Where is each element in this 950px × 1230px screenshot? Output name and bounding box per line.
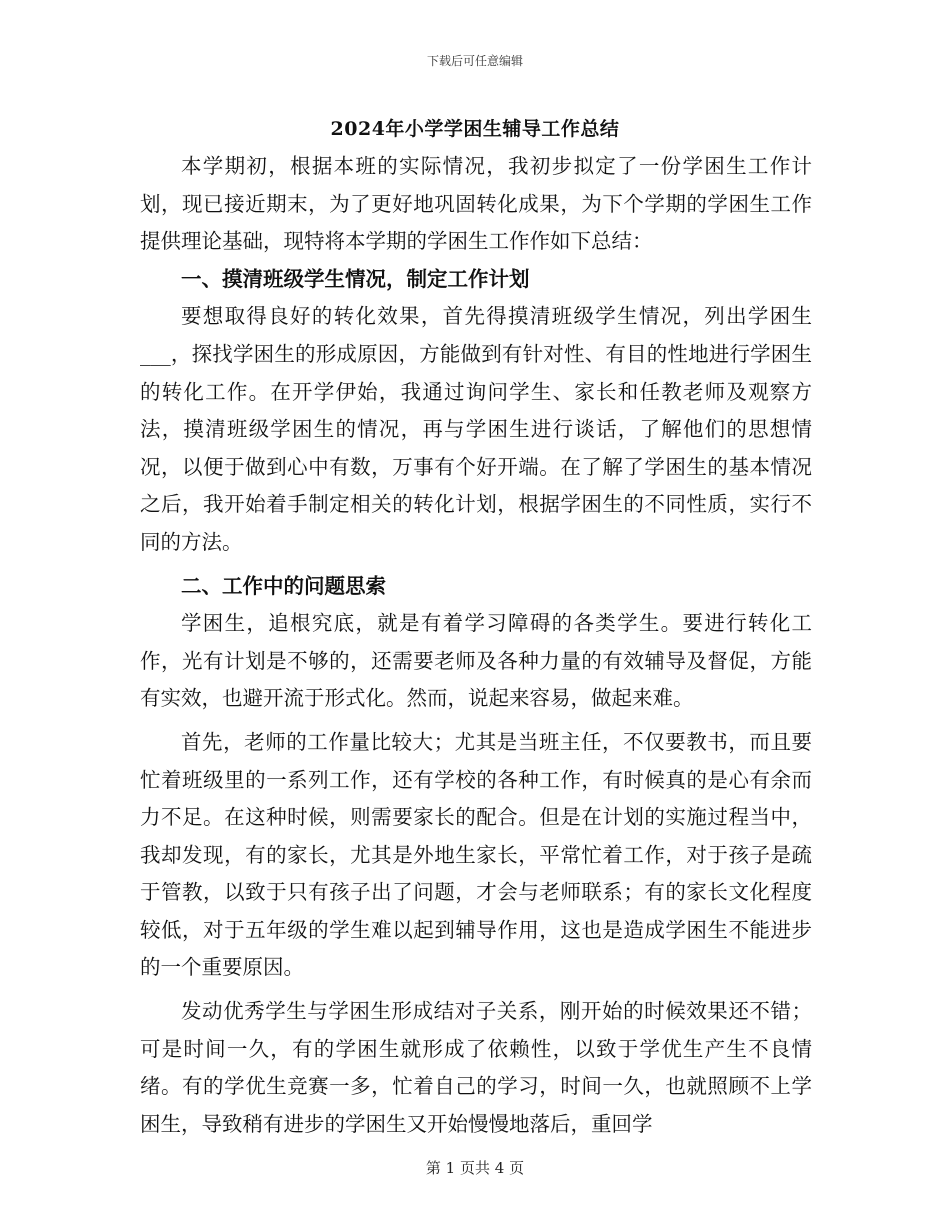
section-2-paragraph-1: 学困生，追根究底，就是有着学习障碍的各类学生。要进行转化工作，光有计划是不够的，还需要老师及各种力量的有效辅导及督促，方能有实效，也避开流于形式化。然而，说起来容易，做起来难。	[140, 611, 812, 711]
section-2-heading: 二、工作中的问题思索	[181, 573, 386, 598]
section-1-paragraph: 要想取得良好的转化效果，首先得摸清班级学生情况，列出学困生___，探找学困生的形成原因，方能做到有针对性、有目的性地进行学困生的转化工作。在开学伊始，我通过询问学生、家长和任教老师及观察方法，摸清班级学困生的情况，再与学困生进行谈话，了解他们的思想情况，以便于做到心中有数，万事有个好开端。在了解了学困生的基本情况之后，我开始着手制定相关的转化计划，根据学困生的不同性质，实行不同的方法。	[140, 304, 812, 554]
intro-paragraph: 本学期初，根据本班的实际情况，我初步拟定了一份学困生工作计划，现已接近期末，为了更好地巩固转化成果，为下个学期的学困生工作提供理论基础，现特将本学期的学困生工作作如下总结：	[140, 154, 812, 254]
section-1-heading: 一、摸清班级学生情况，制定工作计划	[181, 266, 530, 291]
section-2-paragraph-2: 首先，老师的工作量比较大；尤其是当班主任，不仅要教书，而且要忙着班级里的一系列工作，还有学校的各种工作，有时候真的是心有余而力不足。在这种时候，则需要家长的配合。但是在计划的实施过程当中，我却发现，有的家长，尤其是外地生家长，平常忙着工作，对于孩子是疏于管教，以致于只有孩子出了问题，才会与老师联系；有的家长文化程度较低，对于五年级的学生难以起到辅导作用，这也是造成学困生不能进步的一个重要原因。	[140, 729, 812, 980]
section-2-paragraph-3: 发动优秀学生与学困生形成结对子关系，刚开始的时候效果还不错；可是时间一久，有的学困生就形成了依赖性，以致于学优生产生不良情绪。有的学优生竞赛一多，忙着自己的学习，时间一久，也就照顾不上学困生，导致稍有进步的学困生又开始慢慢地落后，重回学	[140, 999, 812, 1136]
page-header-note: 下载后可任意编辑	[426, 54, 523, 68]
document-title: 2024年小学学困生辅导工作总结	[330, 118, 620, 140]
document-body	[140, 148, 812, 1143]
page-footer-number: 第 1 页共 4 页	[425, 1159, 525, 1177]
